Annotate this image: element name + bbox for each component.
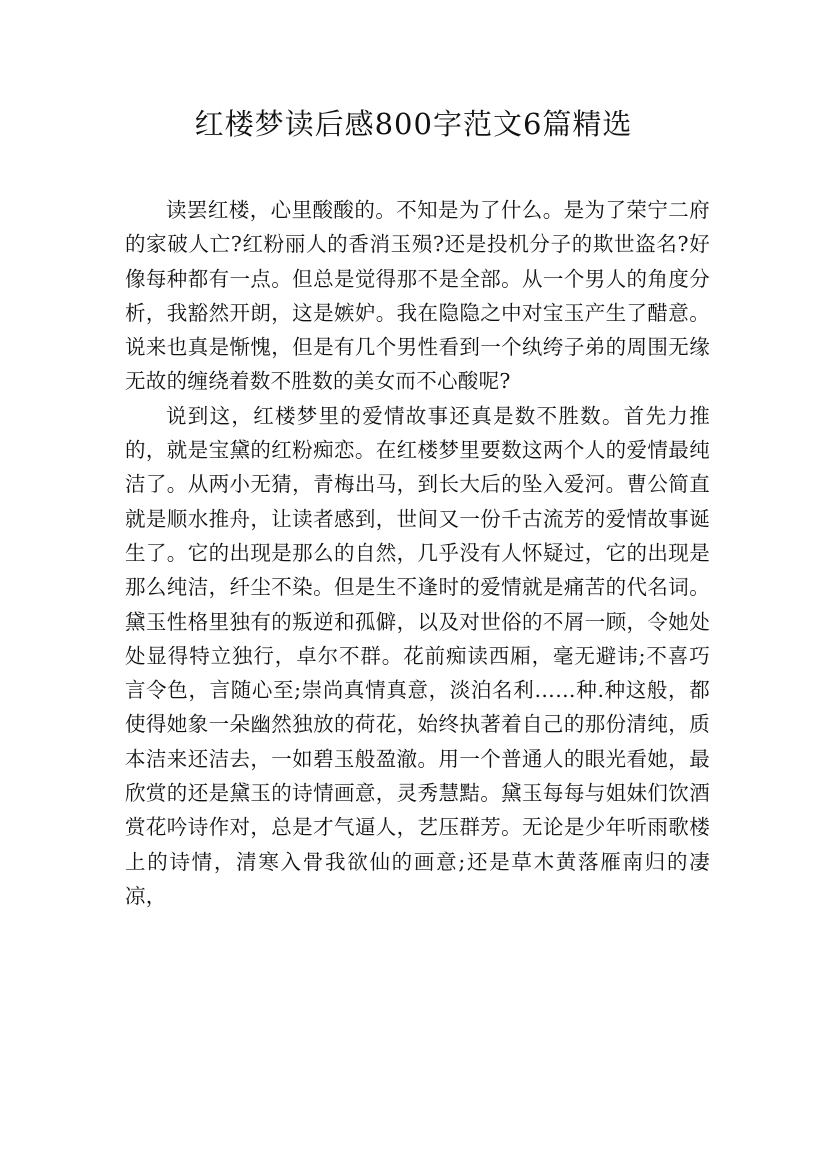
document-title: 红楼梦读后感800字范文6篇精选	[194, 107, 633, 141]
paragraph-1: 读罢红楼，心里酸酸的。不知是为了什么。是为了荣宁二府的家破人亡?红粉丽人的香消玉殒?还是投机分子的欺世盗名?好像每种都有一点。但总是觉得那不是全部。从一个男人的角度分析，我豁然开朗，这是嫉妒。我在隐隐之中对宝玉产生了醋意。说来也真是惭愧，但是有几个男性看到一个纨绔子弟的周围无缘无故的缠绕着数不胜数的美女而不心酸呢?	[125, 198, 710, 394]
paragraph-2: 说到这，红楼梦里的爱情故事还真是数不胜数。首先力推的，就是宝黛的红粉痴恋。在红楼梦里要数这两个人的爱情最纯洁了。从两小无猜，青梅出马，到长大后的坠入爱河。曹公简直就是顺水推舟，让读者感到，世间又一份千古流芳的爱情故事诞生了。它的出现是那么的自然，几乎没有人怀疑过，它的出现是那么纯洁，纤尘不染。但是生不逢时的爱情就是痛苦的代名词。黛玉性格里独有的叛逆和孤僻，以及对世俗的不屑一顾，令她处处显得特立独行，卓尔不群。花前痴读西厢，毫无避讳;不喜巧言令色，言随心至;崇尚真情真意，淡泊名利……种.种这般，都使得她象一朵幽然独放的荷花，始终执著着自己的那份清纯，质本洁来还洁去，一如碧玉般盈澈。用一个普通人的眼光看她，最欣赏的还是黛玉的诗情画意，灵秀慧黠。黛玉每每与姐妹们饮酒赏花吟诗作对，总是才气逼人，艺压群芳。无论是少年听雨歌楼上的诗情，清寒入骨我欲仙的画意;还是草木黄落雁南归的凄凉，	[125, 403, 710, 908]
document-body	[125, 193, 710, 913]
